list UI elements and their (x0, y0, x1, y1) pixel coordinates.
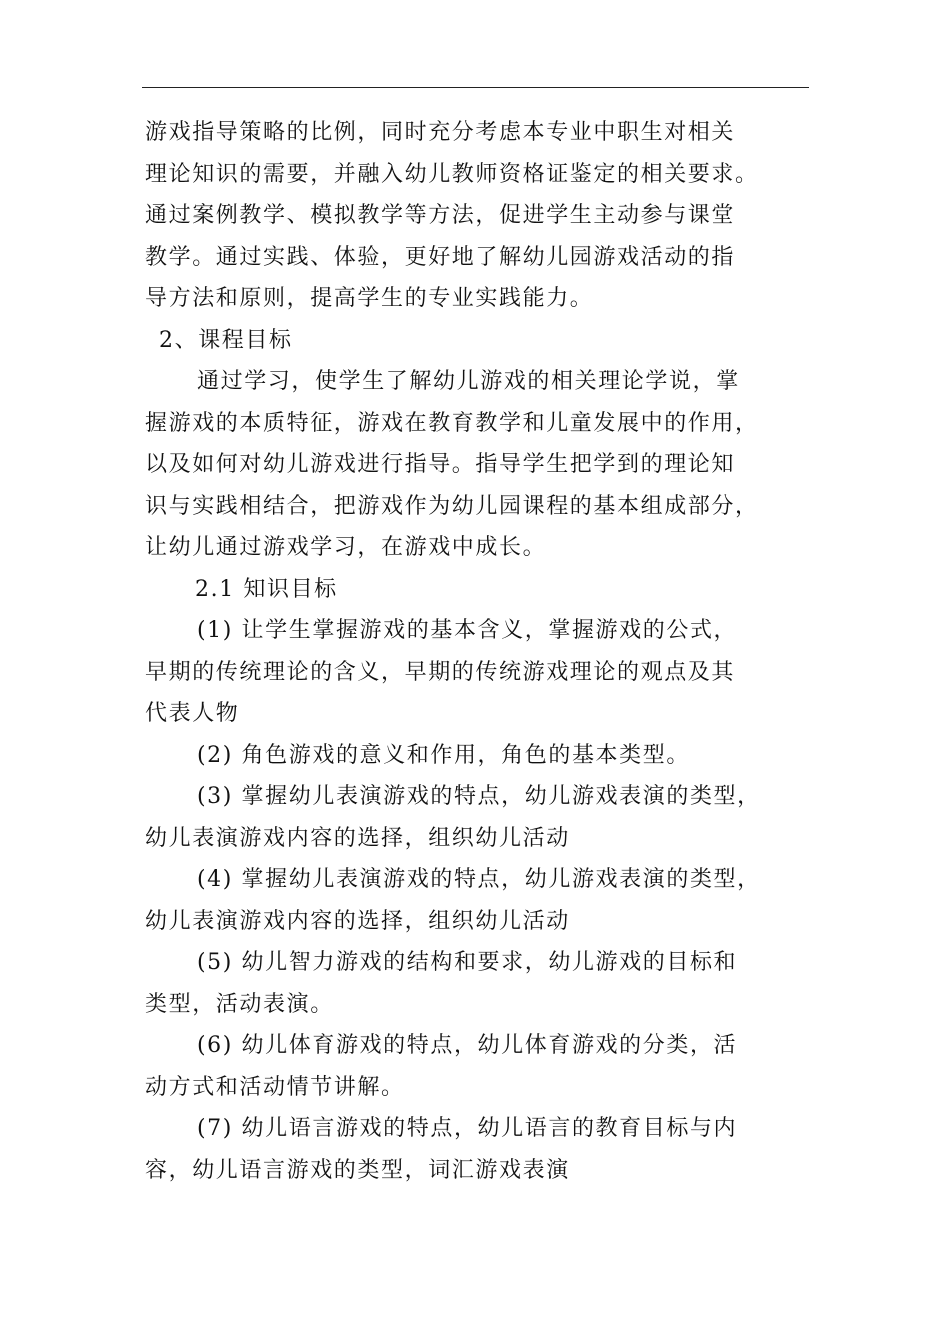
list-item (145, 1025, 825, 1108)
list-item-line: (1) 让学生掌握游戏的基本含义，掌握游戏的公式， (197, 618, 738, 643)
list-item-line: 幼儿表演游戏内容的选择，组织幼儿活动 (145, 825, 570, 851)
header-rule (142, 87, 809, 88)
list-item-line: (4) 掌握幼儿表演游戏的特点，幼儿游戏表演的类型， (197, 867, 761, 892)
paragraph-line: 识与实践相结合，把游戏作为幼儿园课程的基本组成部分， (145, 493, 759, 519)
list-item-line: (6) 幼儿体育游戏的特点，幼儿体育游戏的分类，活 (197, 1033, 738, 1058)
list-item-line: 动方式和活动情节讲解。 (145, 1074, 405, 1100)
list-item (145, 735, 825, 777)
list-item-line: 容，幼儿语言游戏的类型，词汇游戏表演 (145, 1157, 570, 1183)
paragraph-line: 理论知识的需要，并融入幼儿教师资格证鉴定的相关要求。 (145, 161, 759, 187)
list-item-line: 早期的传统理论的含义，早期的传统游戏理论的观点及其 (145, 659, 736, 685)
list-item (145, 610, 825, 735)
paragraph-line: 握游戏的本质特征，游戏在教育教学和儿童发展中的作用， (145, 410, 759, 436)
list-item-line: 类型，活动表演。 (145, 991, 334, 1017)
list-item-line: (2) 角色游戏的意义和作用，角色的基本类型。 (197, 742, 690, 768)
paragraph-line: 通过学习，使学生了解幼儿游戏的相关理论学说，掌 (197, 369, 740, 394)
paragraph-line: 导方法和原则，提高学生的专业实践能力。 (145, 286, 594, 311)
list-item-line: (3) 掌握幼儿表演游戏的特点，幼儿游戏表演的类型， (197, 784, 761, 809)
section-heading-block (145, 320, 825, 362)
list-item-line: 幼儿表演游戏内容的选择，组织幼儿活动 (145, 908, 570, 934)
list-item-line: (5) 幼儿智力游戏的结构和要求，幼儿游戏的目标和 (197, 950, 738, 975)
list-item-line: (7) 幼儿语言游戏的特点，幼儿语言的教育目标与内 (197, 1116, 738, 1141)
goal-paragraph (145, 361, 825, 569)
paragraph-line: 游戏指导策略的比例，同时充分考虑本专业中职生对相关 (145, 120, 736, 145)
list-item (145, 942, 825, 1025)
subsection-heading-block (145, 569, 825, 611)
subsection-heading: 2.1 知识目标 (195, 576, 338, 602)
document-body (145, 112, 825, 1191)
list-item-line: 代表人物 (145, 701, 240, 726)
list-item (145, 1108, 825, 1191)
paragraph-line: 教学。通过实践、体验，更好地了解幼儿园游戏活动的指 (145, 244, 736, 270)
paragraph-line: 通过案例教学、模拟教学等方法，促进学生主动参与课堂 (145, 203, 736, 228)
paragraph-line: 让幼儿通过游戏学习，在游戏中成长。 (145, 535, 547, 560)
section-heading: 2、课程目标 (159, 327, 293, 353)
list-item (145, 859, 825, 942)
paragraph-line: 以及如何对幼儿游戏进行指导。指导学生把学到的理论知 (145, 452, 736, 477)
list-item (145, 776, 825, 859)
intro-paragraph (145, 112, 825, 320)
